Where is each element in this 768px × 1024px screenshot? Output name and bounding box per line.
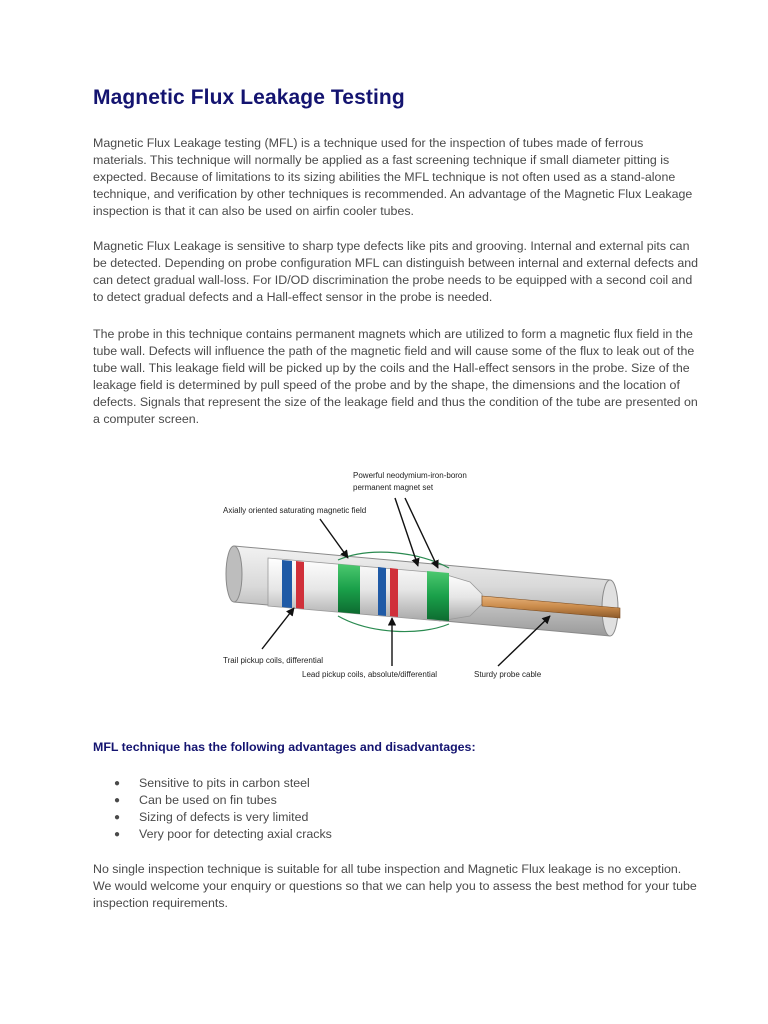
label-cable: Sturdy probe cable [474, 670, 542, 679]
arrow-field [320, 519, 348, 558]
magnet-1 [338, 564, 360, 614]
bullet-icon: ● [114, 778, 121, 789]
magnet-2 [427, 571, 449, 621]
list-item: ● Sensitive to pits in carbon steel [114, 776, 310, 790]
bullet-icon: ● [114, 812, 121, 823]
arrow-magnet-left [395, 498, 418, 566]
paragraph-probe: The probe in this technique contains permanent magnets which are utilized to form a magnetic flux field in the tube wall. Defects will influence the path of the magnetic field and will cause some of the flux to leak out of the tube wall. This leakage field will be picked up by the coils and the Hall-effect sensors in the probe. Size of the leakage field is determined by pull speed of the probe and by the shape, the dimensions and the location of defects. Signals that represent the size of the leakage field and thus the condition of the tube are presented on a computer screen. [93, 327, 698, 426]
label-magnet-line1: Powerful neodymium-iron-boron [353, 471, 467, 480]
bullet-icon: ● [114, 829, 121, 840]
trail-coil-red [296, 561, 304, 609]
tube-left-opening [226, 546, 242, 602]
paragraph-closing: No single inspection technique is suitable for all tube inspection and Magnetic Flux leakage is no exception. We would welcome your enquiry or questions so that we can help you to assess the best method for your tube inspection requirements. [93, 862, 697, 910]
list-item: ● Very poor for detecting axial cracks [114, 827, 332, 841]
list-item: ● Can be used on fin tubes [114, 793, 277, 807]
advantages-heading: MFL technique has the following advantages and disadvantages: [93, 740, 476, 754]
list-item: ● Sizing of defects is very limited [114, 810, 309, 824]
bullet-icon: ● [114, 795, 121, 806]
label-trail-coils: Trail pickup coils, differential [223, 656, 324, 665]
lead-coil-red [390, 568, 398, 617]
page-title: Magnetic Flux Leakage Testing [93, 86, 405, 109]
label-magnet-line2: permanent magnet set [353, 483, 434, 492]
lead-coil-blue [378, 567, 386, 616]
paragraph-intro: Magnetic Flux Leakage testing (MFL) is a technique used for the inspection of tubes made of ferrous materials. This technique will normally be applied as a fast screening technique if small diameter pitting is expected. Because of limitations to its sizing abilities the MFL technique is not often used as a stand-alone technique, and verification by other techniques is recommended. An advantage of the Magnetic Flux Leakage inspection is that it can also be used on airfin cooler tubes. [93, 136, 693, 218]
advantages-list [114, 775, 332, 843]
trail-coil-blue [282, 560, 292, 608]
paragraph-sensitivity: Magnetic Flux Leakage is sensitive to sharp type defects like pits and grooving. Internal and external pits can be detected. Depending on probe configuration MFL can distinguish between internal and external defects and can detect gradual wall-loss. For ID/OD discrimination the probe needs to be equipped with a second coil and to detect gradual defects and a Hall-effect sensor in the probe is needed. [93, 239, 699, 304]
arrow-trail [262, 608, 294, 649]
label-field: Axially oriented saturating magnetic field [223, 506, 367, 515]
mfl-probe-diagram [220, 466, 630, 682]
label-lead-coils: Lead pickup coils, absolute/differential [302, 670, 438, 679]
